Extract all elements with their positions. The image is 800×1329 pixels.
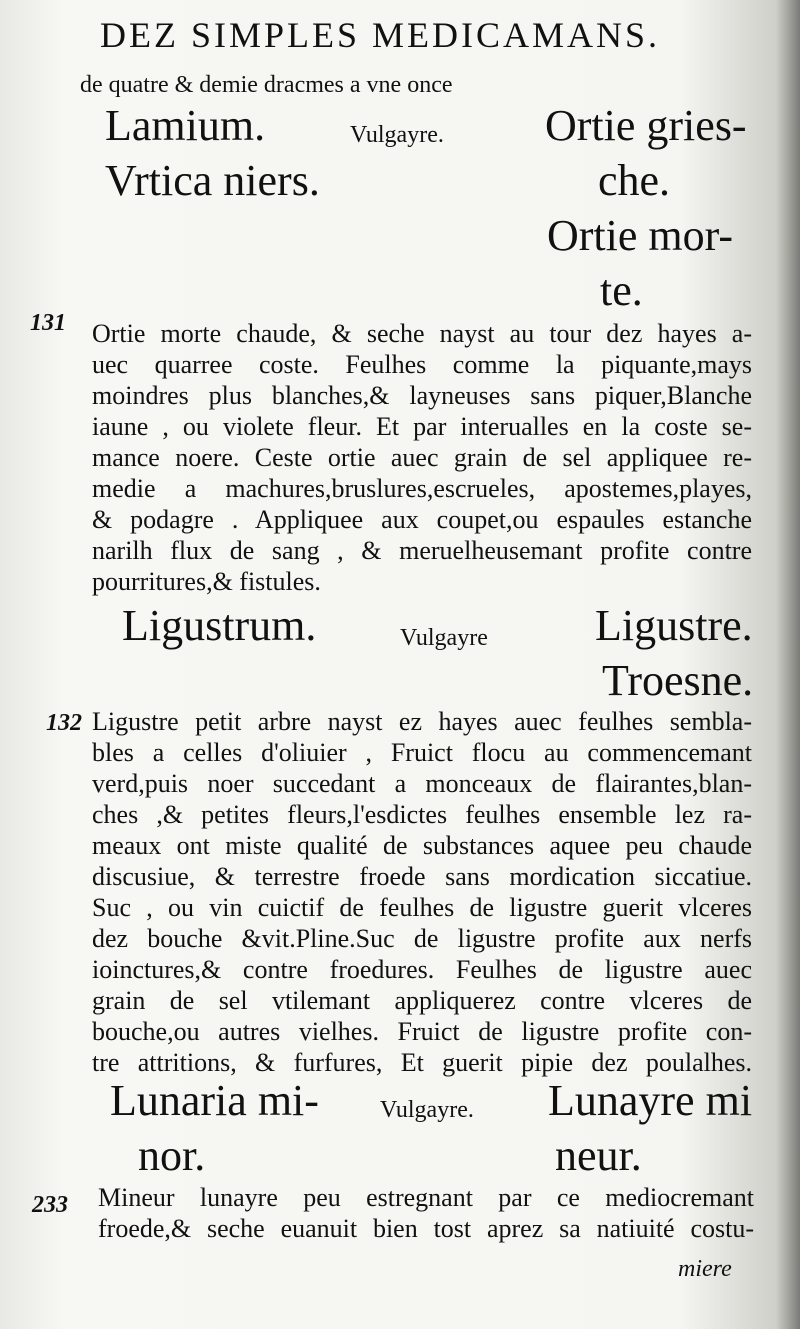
french-name: Troesne.: [602, 656, 754, 705]
latin-name: nor.: [138, 1131, 206, 1180]
entry-number: 132: [46, 710, 82, 736]
text-line: discusiue, & terrestre froede sans mordication siccatiue.: [92, 862, 752, 891]
text-line: Ortie morte chaude, & seche nayst au tour dez hayes a-: [92, 319, 752, 348]
text-line: verd,puis noer succedant a monceaux de flairantes,blan-: [92, 769, 752, 798]
vulgayre-label: Vulgayre: [400, 625, 488, 651]
text-line: & podagre . Appliquee aux coupet,ou espaules estanche: [92, 505, 752, 534]
text-line: uec quarree coste. Feulhes comme la piquante,mays: [92, 350, 752, 379]
text-line: narilh flux de sang , & meruelheusemant profite contre: [92, 536, 752, 565]
text-line: Mineur lunayre peu estregnant par ce mediocremant: [98, 1183, 754, 1212]
french-name: Lunayre mi: [548, 1076, 753, 1125]
french-name: che.: [598, 156, 671, 205]
latin-name: Lunaria mi-: [110, 1076, 319, 1125]
text-line: froede,& seche euanuit bien tost aprez sa natiuité costu-: [98, 1214, 754, 1243]
text-line: Ligustre petit arbre nayst ez hayes auec feulhes semblа-: [92, 707, 752, 736]
text-line: mance noere. Ceste ortie auec grain de sel appliquee re-: [92, 443, 752, 472]
running-header: DEZ SIMPLES MEDICAMANS.: [100, 15, 661, 55]
vulgayre-label: Vulgayre.: [380, 1097, 474, 1123]
entry-number: 233: [32, 1192, 68, 1218]
entry-text: [98, 1182, 754, 1244]
french-name: Ortie gries-: [545, 101, 747, 150]
text-line: iaune , ou violete fleur. Et par interualles en la coste se-: [92, 412, 752, 441]
vulgayre-label: Vulgayre.: [350, 122, 444, 148]
entry-text: [92, 318, 752, 597]
text-line: medie a machures,bruslures,escrueles, apostemes,playes,: [92, 474, 752, 503]
text-line: dez bouche &vit.Pline.Suc de ligustre profite aux nerfs: [92, 924, 752, 953]
text-line: moindres plus blanches,& layneuses sans piquer,Blanche: [92, 381, 752, 410]
intro-line: de quatre & demie dracmes a vne once: [80, 72, 453, 98]
entry-number: 131: [30, 310, 66, 336]
latin-name: Lamium.: [105, 101, 266, 150]
text-line: tre attritions, & furfures, Et guerit pipie dez poulalhes.: [92, 1048, 752, 1077]
text-line: ioinctures,& contre froedures. Feulhes de ligustre auec: [92, 955, 752, 984]
french-name: te.: [600, 266, 643, 315]
latin-name: Ligustrum.: [122, 601, 317, 650]
text-line: grain de sel vtilemant appliquerez contre vlceres de: [92, 986, 752, 1015]
text-line: bles a celles d'oliuier , Fruict flocu au commencemant: [92, 738, 752, 767]
text-line: bouche,ou autres vielhes. Fruict de ligustre profite con-: [92, 1017, 752, 1046]
french-name: neur.: [555, 1131, 642, 1180]
text-line: Suc , ou vin cuictif de feulhes de ligustre guerit vlceres: [92, 893, 752, 922]
french-name: Ortie mor-: [547, 211, 734, 260]
french-name: Ligustre.: [595, 601, 753, 650]
latin-name: Vrtica niers.: [105, 156, 320, 205]
text-line: pourritures,& fistules.: [92, 567, 321, 596]
entry-text: [92, 706, 752, 1078]
text-line: ches ,& petites fleurs,l'esdictes feulhes ensemble lez ra-: [92, 800, 752, 829]
text-line: meaux ont miste qualité de substances aquee peu chaude: [92, 831, 752, 860]
catchword: miere: [678, 1256, 732, 1282]
